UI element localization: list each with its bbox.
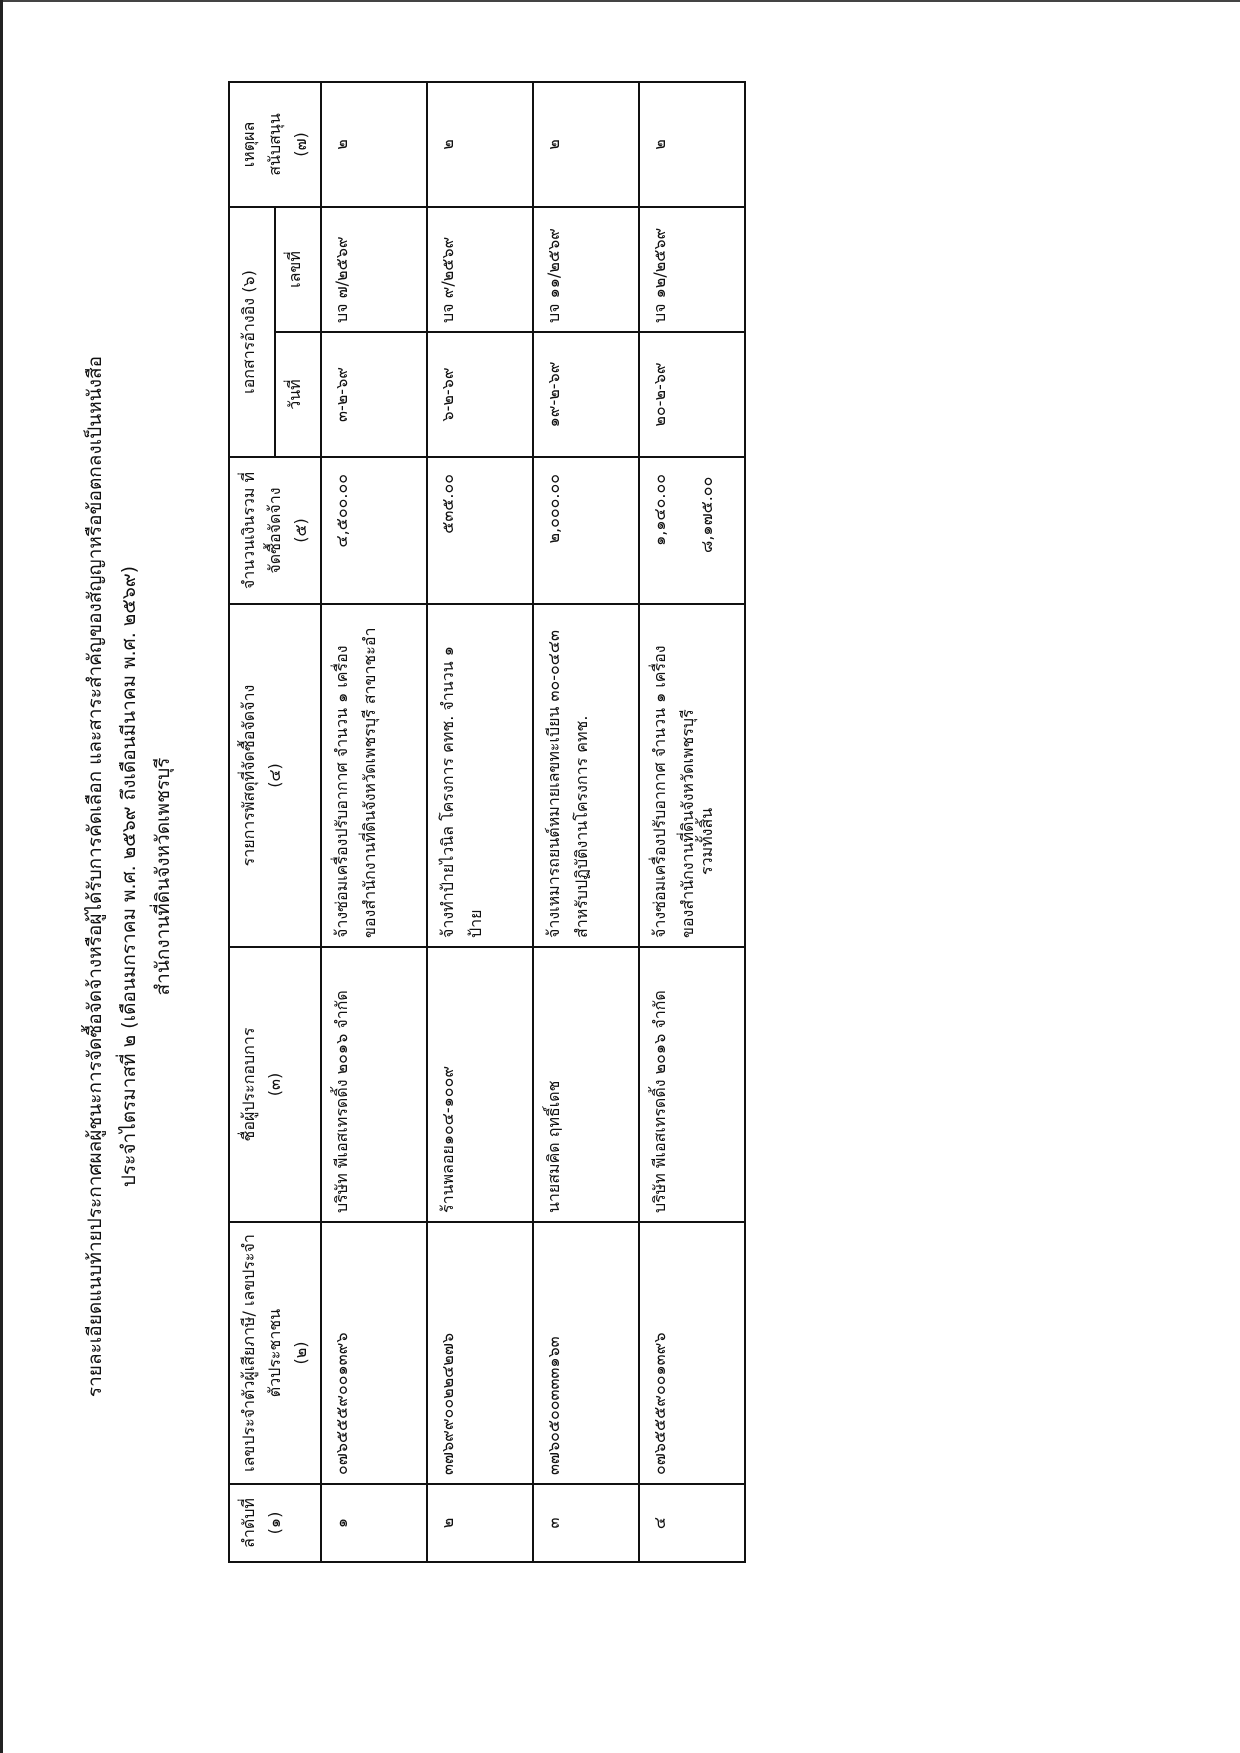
cell-tax-id: ๐๗๖๕๕๕๙๐๐๑๓๙๖ bbox=[639, 1222, 745, 1484]
table-row bbox=[321, 82, 427, 1562]
cell-amount: ๑,๑๔๐.๐๐ bbox=[639, 457, 745, 604]
total-row bbox=[695, 83, 725, 1563]
header-label: เหตุผลสนับสนุน bbox=[239, 113, 284, 176]
cell-date: ๒๐-๒-๖๙ bbox=[639, 332, 745, 457]
total-amount: ๘,๑๗๕.๐๐ bbox=[697, 476, 716, 553]
header-number: (๑) bbox=[265, 1511, 284, 1535]
title-line-1: รายละเอียดแนบท้ายประกาศผลผู้ชนะการจัดซื้อจัดจ้างหรือผู้ได้รับการคัดเลือก และสาระสำคัญของสัญญาหรือข้อตกลงเป็นหนังสือ bbox=[84, 355, 106, 1398]
cell-vendor: บริษัท พีเอสเทรดดิ้ง ๒๐๑๖ จำกัด bbox=[639, 947, 745, 1222]
cell-tax-id: ๓๗๖๐๕๐๐๓๓๓๑๖๓ bbox=[533, 1222, 639, 1484]
cell-tax-id: ๐๗๖๕๕๕๙๐๐๑๓๙๖ bbox=[321, 1222, 427, 1484]
cell-reason: ๒ bbox=[427, 82, 533, 207]
cell-date: ๑๙-๒-๖๙ bbox=[533, 332, 639, 457]
cell-amount: ๕๓๕.๐๐ bbox=[427, 457, 533, 604]
cell-doc-no: บจ ๗/๒๕๖๙ bbox=[321, 207, 427, 332]
cell-description: จ้างซ่อมเครื่องปรับอากาศ จำนวน ๑ เครื่อง ของสำนักงานที่ดินจังหวัดเพชรบุรี สาขาชะอำ bbox=[321, 604, 427, 947]
header-number: (๓) bbox=[265, 1072, 284, 1097]
cell-amount: ๔,๕๐๐.๐๐ bbox=[321, 457, 427, 604]
cell-sequence: ๔ bbox=[639, 1484, 745, 1562]
header-sequence bbox=[229, 1484, 321, 1562]
cell-doc-no: บจ ๙/๒๕๖๙ bbox=[427, 207, 533, 332]
header-row bbox=[229, 82, 275, 1562]
header-label: จำนวนเงินรวม ที่จัดซื้อจัดจ้าง bbox=[239, 471, 284, 590]
title-line-3: สำนักงานที่ดินจังหวัดเพชรบุรี bbox=[152, 757, 174, 996]
header-number: (๕) bbox=[291, 518, 310, 543]
cell-description: จ้างทำป้ายไวนิล โครงการ คทช. จำนวน ๑ ป้าย bbox=[427, 604, 533, 947]
cell-sequence: ๓ bbox=[533, 1484, 639, 1562]
cell-amount: ๒,๐๐๐.๐๐ bbox=[533, 457, 639, 604]
header-doc-no: เลขที่ bbox=[275, 207, 321, 332]
header-number: (๗) bbox=[291, 132, 310, 157]
header-number: (๔) bbox=[265, 763, 284, 788]
cell-sequence: ๒ bbox=[427, 1484, 533, 1562]
cell-reason: ๒ bbox=[533, 82, 639, 207]
cell-date: ๖-๒-๖๙ bbox=[427, 332, 533, 457]
cell-tax-id: ๓๗๖๙๙๐๐๒๒๔๒๗๖ bbox=[427, 1222, 533, 1484]
cell-sequence: ๑ bbox=[321, 1484, 427, 1562]
cell-reason: ๒ bbox=[639, 82, 745, 207]
cell-doc-no: บจ ๑๑/๒๕๖๙ bbox=[533, 207, 639, 332]
cell-reason: ๒ bbox=[321, 82, 427, 207]
header-date: วันที่ bbox=[275, 332, 321, 457]
header-label: รายการพัสดุที่จัดซื้อจัดจ้าง bbox=[239, 684, 258, 867]
document-title bbox=[78, 0, 180, 1753]
cell-description: จ้างซ่อมเครื่องปรับอากาศ จำนวน ๑ เครื่อง ของสำนักงานที่ดินจังหวัดเพชรบุรี bbox=[639, 604, 745, 947]
header-label: เลขประจำตัวผู้เสียภาษี/ เลขประจำตัวประชาชน bbox=[239, 1234, 284, 1472]
table-row bbox=[533, 82, 639, 1562]
cell-date: ๓-๒-๖๙ bbox=[321, 332, 427, 457]
header-amount bbox=[229, 457, 321, 604]
header-reason bbox=[229, 82, 321, 207]
header-label: ลำดับที่ bbox=[239, 1498, 258, 1548]
title-line-2: ประจำไตรมาสที่ ๒ (เดือนมกราคม พ.ศ. ๒๕๖๙ ถึงเดือนมีนาคม พ.ศ. ๒๕๖๙) bbox=[118, 565, 140, 1188]
cell-doc-no: บจ ๑๒/๒๕๖๙ bbox=[639, 207, 745, 332]
header-number: (๒) bbox=[291, 1341, 310, 1365]
header-label: ชื่อผู้ประกอบการ bbox=[239, 1027, 258, 1142]
table-row bbox=[639, 82, 745, 1562]
cell-description: จ้างเหมารถยนต์หมายเลขทะเบียน ๓๐-๐๔๔๓ สำหรับปฏิบัติงานโครงการ คทช. bbox=[533, 604, 639, 947]
header-vendor bbox=[229, 947, 321, 1222]
cell-vendor: ร้านพลอย๑๐๔-๑๐๐๙ bbox=[427, 947, 533, 1222]
procurement-table bbox=[228, 81, 746, 1563]
header-reference-docs: เอกสารอ้างอิง (๖) bbox=[229, 207, 275, 457]
header-description bbox=[229, 604, 321, 947]
table-row bbox=[427, 82, 533, 1562]
cell-vendor: บริษัท พีเอสเทรดดิ้ง ๒๐๑๖ จำกัด bbox=[321, 947, 427, 1222]
header-tax-id bbox=[229, 1222, 321, 1484]
total-label: รวมทั้งสิ้น bbox=[697, 807, 716, 875]
cell-vendor: นายสมคิด ฤทธิ์เดช bbox=[533, 947, 639, 1222]
